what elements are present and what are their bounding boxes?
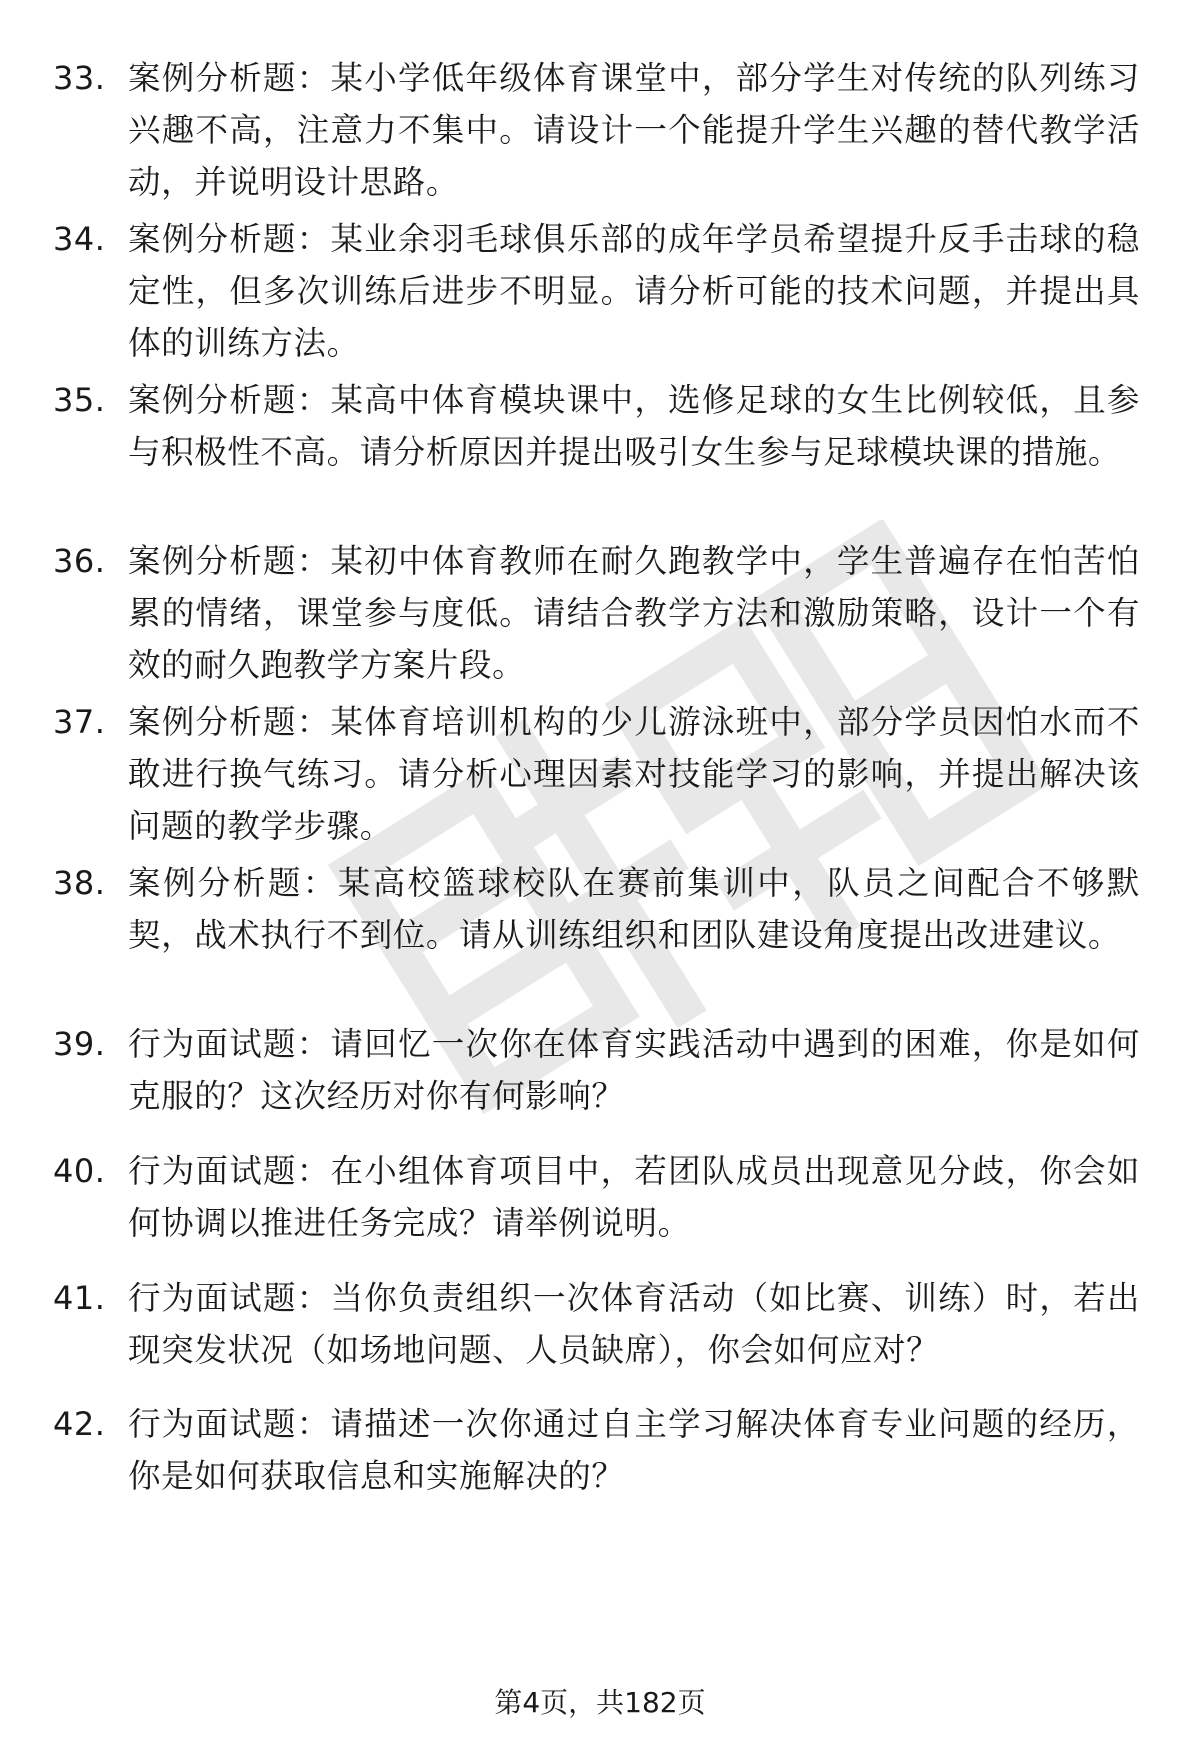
question-number: 40. [53,1152,106,1190]
question-number: 39. [53,1025,106,1063]
question-number: 37. [53,703,106,741]
question-text: 案例分析题：某体育培训机构的少儿游泳班中，部分学员因怕水而不敢进行换气练习。请分析心理因素对技能学习的影响，并提出解决该问题的教学步骤。 [128,703,1140,845]
question-text: 案例分析题：某业余羽毛球俱乐部的成年学员希望提升反手击球的稳定性，但多次训练后进步不明显。请分析可能的技术问题，并提出具体的训练方法。 [128,220,1140,362]
question-text: 行为面试题：当你负责组织一次体育活动（如比赛、训练）时，若出现突发状况（如场地问题、人员缺席），你会如何应对？ [128,1279,1140,1369]
question-text: 案例分析题：某初中体育教师在耐久跑教学中，学生普遍存在怕苦怕累的情绪，课堂参与度低。请结合教学方法和激励策略，设计一个有效的耐久跑教学方案片段。 [128,542,1140,684]
question-text: 行为面试题：请回忆一次你在体育实践活动中遇到的困难，你是如何克服的？这次经历对你有何影响？ [128,1025,1140,1115]
question-number: 33. [53,59,106,97]
question-text: 行为面试题：请描述一次你通过自主学习解决体育专业问题的经历，你是如何获取信息和实施解决的？ [128,1405,1140,1495]
question-number: 36. [53,542,106,580]
question-text: 案例分析题：某小学低年级体育课堂中，部分学生对传统的队列练习兴趣不高，注意力不集中。请设计一个能提升学生兴趣的替代教学活动，并说明设计思路。 [128,59,1140,201]
question-text: 案例分析题：某高校篮球校队在赛前集训中，队员之间配合不够默契，战术执行不到位。请从训练组织和团队建设角度提出改进建议。 [128,864,1140,954]
question-number: 34. [53,220,106,258]
question-number: 41. [53,1279,106,1317]
question-number: 35. [53,381,106,419]
question-text: 案例分析题：某高中体育模块课中，选修足球的女生比例较低，且参与积极性不高。请分析原因并提出吸引女生参与足球模块课的措施。 [128,381,1140,471]
page-footer: 第4页，共182页 [494,1686,706,1719]
question-number: 38. [53,864,106,902]
question-number: 42. [53,1405,106,1443]
question-text: 行为面试题：在小组体育项目中，若团队成员出现意见分歧，你会如何协调以推进任务完成？请举例说明。 [128,1152,1140,1242]
